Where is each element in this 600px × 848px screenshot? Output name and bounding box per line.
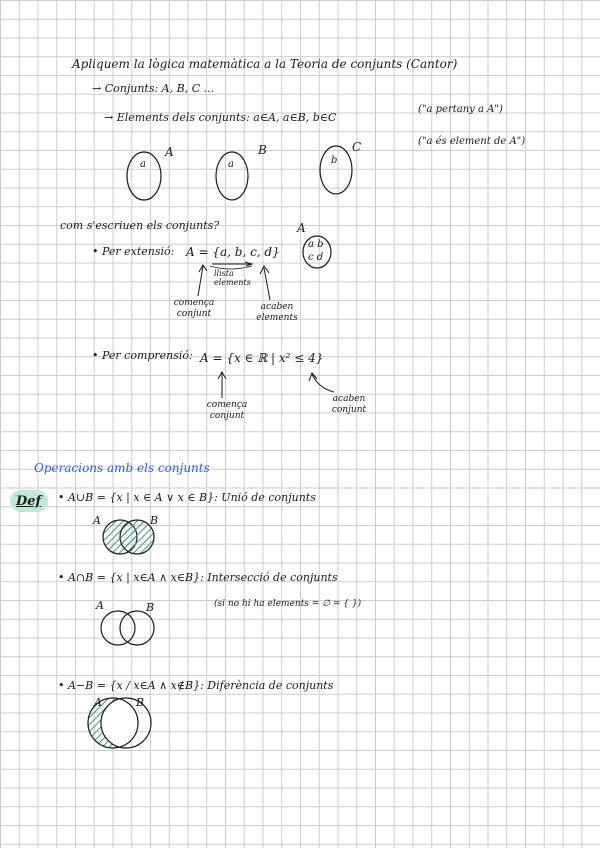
sets-line: → Conjunts: A, B, C ... <box>92 82 215 95</box>
union-circle-b <box>120 520 154 554</box>
note-ends-set: acaben conjunt <box>331 394 367 415</box>
intersection-label-b: B <box>146 601 155 614</box>
note-element: ("a és element de A") <box>418 136 526 147</box>
comprehension-formula: A = {x ∈ ℝ | x² ≤ 4} <box>200 351 324 365</box>
intersection-note: (si no hi ha elements = ∅ = { }) <box>214 599 362 609</box>
set-b-element: a <box>228 159 234 170</box>
comprehension-label: • Per comprensió: <box>92 349 193 362</box>
difference-label-a: A <box>94 696 102 709</box>
set-a-element: a <box>140 159 146 170</box>
arrow-begins-set <box>198 265 207 296</box>
difference-formula: • A−B = {x / x∈A ∧ x∉B}: Diferència de conjunts <box>58 679 334 692</box>
arrow-list-elements <box>212 262 252 266</box>
set-c-element: b <box>331 155 338 166</box>
note-begins-set-2: comença conjunt <box>206 400 248 421</box>
intersection-circle-b <box>120 611 154 645</box>
box-set-label: A <box>297 221 306 235</box>
union-label-b: B <box>150 514 159 527</box>
box-elements-row1: a b <box>308 239 324 250</box>
operations-heading: Operacions amb els conjunts <box>34 461 210 475</box>
box-elements-row2: c d <box>308 252 324 263</box>
elements-line: → Elements dels conjunts: a∈A, a∈B, b∈C <box>104 111 337 124</box>
intersection-formula: • A∩B = {x | x∈A ∧ x∈B}: Intersecció de conjunts <box>58 571 338 584</box>
intersection-circle-a <box>101 611 135 645</box>
question-heading: com s'escriuen els conjunts? <box>60 219 220 232</box>
union-formula: • A∪B = {x | x ∈ A ∨ x ∈ B}: Unió de conjunts <box>58 491 316 504</box>
intersection-label-a: A <box>96 599 104 612</box>
note-end-elements: acaben elements <box>256 302 298 323</box>
extension-label: • Per extensió: <box>92 245 175 258</box>
set-c-label: C <box>352 140 362 154</box>
note-list-elements: llista elements <box>214 269 251 287</box>
def-badge-text: Def <box>16 494 42 509</box>
union-label-a: A <box>93 514 101 527</box>
extension-formula: A = {a, b, c, d} <box>186 245 280 259</box>
set-b-label: B <box>258 143 267 157</box>
arrow-ends-set <box>309 373 334 392</box>
set-c-ellipse <box>320 146 352 194</box>
set-a-label: A <box>165 145 174 159</box>
arrow-begins-set-2 <box>218 372 226 398</box>
page-title: Apliquem la lògica matemàtica a la Teoria de conjunts (Cantor) <box>72 57 458 71</box>
note-belongs: ("a pertany a A") <box>418 104 503 115</box>
difference-label-b: B <box>136 696 145 709</box>
note-begins-set: comença conjunt <box>173 298 215 319</box>
